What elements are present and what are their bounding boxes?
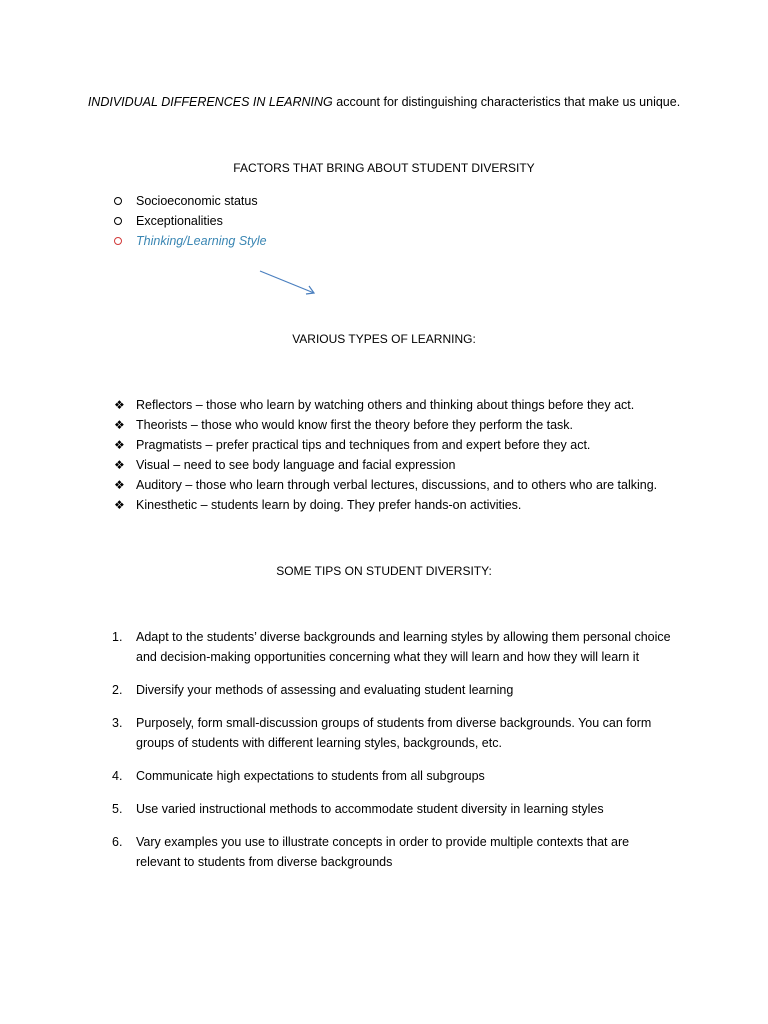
tip-number: 4. [112, 769, 123, 783]
list-item [112, 713, 672, 753]
list-item [114, 496, 657, 516]
list-item [114, 232, 267, 252]
tip-text: Use varied instructional methods to accommodate student diversity in learning styles [136, 802, 604, 816]
tip-number: 5. [112, 802, 123, 816]
factor-label: Thinking/Learning Style [136, 234, 267, 248]
list-item [112, 627, 672, 667]
diamond-bullet-icon: ❖ [114, 398, 125, 412]
type-label: Visual – need to see body language and facial expression [136, 458, 456, 472]
circle-bullet-icon [114, 197, 122, 205]
list-item [114, 436, 657, 456]
circle-bullet-icon [114, 217, 122, 225]
type-label: Auditory – those who learn through verbal lectures, discussions, and to others who are talking. [136, 478, 658, 492]
diamond-bullet-icon: ❖ [114, 498, 125, 512]
type-label: Theorists – those who would know first the theory before they perform the task. [136, 418, 574, 432]
tip-number: 2. [112, 683, 123, 697]
tip-text: Vary examples you use to illustrate concepts in order to provide multiple contexts that are relevant to students from diverse backgrounds [136, 835, 630, 869]
tip-number: 1. [112, 630, 123, 644]
types-heading: VARIOUS TYPES OF LEARNING: [292, 332, 476, 346]
list-item [112, 680, 672, 700]
intro-rest: account for distinguishing characteristics that make us unique. [336, 95, 681, 109]
list-item [114, 476, 657, 496]
intro-term: INDIVIDUAL DIFFERENCES IN LEARNING [87, 95, 333, 109]
tip-number: 3. [112, 716, 123, 730]
list-item [114, 212, 267, 232]
diamond-bullet-icon: ❖ [114, 418, 125, 432]
tip-text: Communicate high expectations to students from all subgroups [136, 769, 485, 783]
type-label: Reflectors – those who learn by watching others and thinking about things before they act. [136, 398, 635, 412]
circle-bullet-icon [114, 237, 122, 245]
diamond-bullet-icon: ❖ [114, 478, 125, 492]
list-item [114, 396, 657, 416]
tips-heading: SOME TIPS ON STUDENT DIVERSITY: [276, 564, 492, 578]
tip-text: Diversify your methods of assessing and evaluating student learning [136, 683, 514, 697]
tip-text: Adapt to the students’ diverse backgrounds and learning styles by allowing them personal choice and decision-making opportunities concerning what they will learn and how they will learn it [136, 630, 671, 664]
type-label: Kinesthetic – students learn by doing. They prefer hands-on activities. [136, 498, 522, 512]
types-list [114, 396, 657, 516]
factors-heading: FACTORS THAT BRING ABOUT STUDENT DIVERSITY [233, 161, 535, 175]
tips-list [112, 627, 672, 885]
tip-text: Purposely, form small-discussion groups of students from diverse backgrounds. You can form groups of students with different learning styles, backgrounds, etc. [136, 716, 652, 750]
factor-label: Exceptionalities [136, 214, 223, 228]
list-item [114, 416, 657, 436]
arrow-icon [258, 268, 320, 298]
list-item [112, 766, 672, 786]
factor-label: Socioeconomic status [136, 194, 258, 208]
list-item [114, 192, 267, 212]
list-item [112, 799, 672, 819]
intro-paragraph [0, 94, 768, 110]
list-item [112, 832, 672, 872]
diamond-bullet-icon: ❖ [114, 458, 125, 472]
tip-number: 6. [112, 835, 123, 849]
type-label: Pragmatists – prefer practical tips and techniques from and expert before they act. [136, 438, 591, 452]
factors-list [114, 192, 267, 252]
diamond-bullet-icon: ❖ [114, 438, 125, 452]
list-item [114, 456, 657, 476]
